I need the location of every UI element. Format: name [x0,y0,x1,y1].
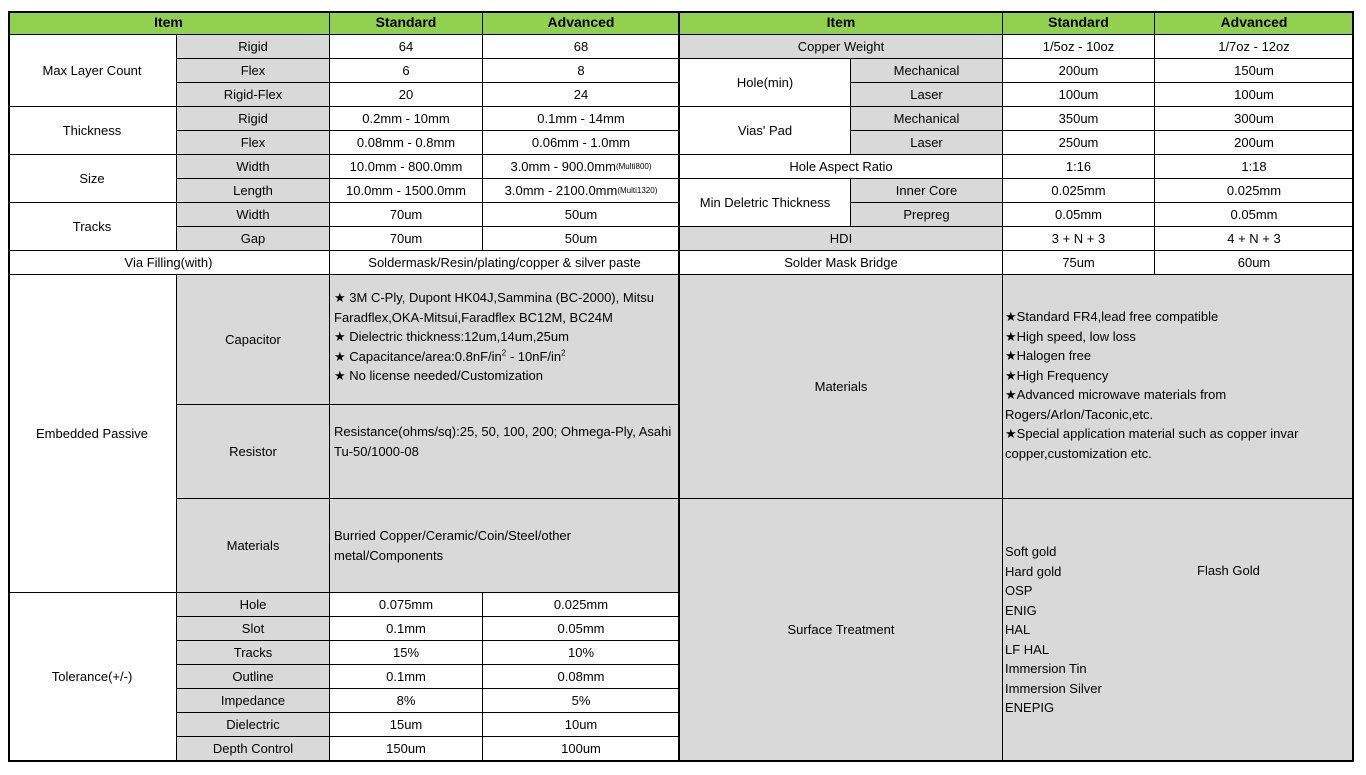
vias-pad-sub: Laser [851,131,1003,155]
tracks-standard: 70um [330,203,483,227]
hdi-advanced: 4 + N + 3 [1155,227,1354,251]
table-divider [678,11,680,762]
thickness-label: Thickness [8,107,177,155]
materials-line [1005,366,1349,386]
hole-aspect-ratio-standard: 1:16 [1003,155,1155,179]
advanced-value: 3.0mm - 900.0mm [510,158,616,174]
surface-treatment-item: Soft gold [1005,544,1057,559]
size-advanced [483,155,680,179]
capacitor-text: No license needed/Customization [349,368,543,383]
tolerance-sub: Hole [177,593,330,617]
star-icon [334,368,349,383]
resistor-sub: Resistor [177,405,330,499]
solder-mask-bridge-label: Solder Mask Bridge [680,251,1003,275]
tolerance-standard: 150um [330,737,483,762]
thickness-standard: 0.08mm - 0.8mm [330,131,483,155]
max-layer-count-advanced: 24 [483,83,680,107]
header-item-right: Item [680,11,1003,35]
capacitor-line [334,288,675,308]
surface-treatment-label: Surface Treatment [680,499,1003,762]
header-item-left: Item [8,11,330,35]
hole-min-standard: 100um [1003,83,1155,107]
superscript: 2 [501,348,507,358]
materials-line [1005,307,1349,327]
size-label: Size [8,155,177,203]
capacitor-details [330,275,680,405]
hole-min-advanced: 100um [1155,83,1354,107]
capacitor-sub: Capacitor [177,275,330,405]
materials-line [1005,405,1349,425]
via-filling-value: Soldermask/Resin/plating/copper & silver paste [330,251,680,275]
surface-treatment-item: ENEPIG [1005,700,1055,715]
tracks-sub: Gap [177,227,330,251]
materials-text: High speed, low loss [1016,328,1136,344]
thickness-advanced: 0.1mm - 14mm [483,107,680,131]
max-layer-count-sub: Rigid [177,35,330,59]
min-deletric-thickness-sub: Inner Core [851,179,1003,203]
star-icon [334,349,349,364]
hole-min-sub: Laser [851,83,1003,107]
materials-line [1005,424,1349,444]
min-deletric-thickness-advanced: 0.025mm [1155,179,1354,203]
tracks-advanced: 50um [483,203,680,227]
hole-min-advanced: 150um [1155,59,1354,83]
max-layer-count-advanced: 8 [483,59,680,83]
tolerance-label: Tolerance(+/-) [8,593,177,762]
materials-text: Halogen free [1016,348,1092,363]
hole-min-standard: 200um [1003,59,1155,83]
hole-min-sub: Mechanical [851,59,1003,83]
solder-mask-bridge-standard: 75um [1003,251,1155,275]
capacitor-line [334,327,675,347]
materials-label: Materials [680,275,1003,499]
header-advanced-right: Advanced [1155,11,1354,35]
max-layer-count-standard: 20 [330,83,483,107]
thickness-sub: Rigid [177,107,330,131]
tracks-standard: 70um [330,227,483,251]
resistor-line: Tu-50/1000-08 [334,443,419,459]
superscript: 2 [561,348,566,358]
max-layer-count-standard: 6 [330,59,483,83]
tracks-label: Tracks [8,203,177,251]
flash-gold-note: Flash Gold [1197,563,1260,578]
tolerance-sub: Slot [177,617,330,641]
max-layer-count-sub: Flex [177,59,330,83]
star-icon [1005,426,1017,441]
header-standard-left: Standard [330,11,483,35]
vias-pad-sub: Mechanical [851,107,1003,131]
materials-line [1005,444,1349,464]
advanced-value: 3.0mm - 2100.0mm [504,182,618,198]
star-icon [334,290,349,305]
surface-treatment-list [1003,499,1354,762]
star-icon [1005,348,1017,363]
capacitor-line [334,347,675,367]
advanced-note: (Multi1320) [617,185,658,195]
copper-weight-label: Copper Weight [680,35,1003,59]
thickness-advanced: 0.06mm - 1.0mm [483,131,680,155]
tolerance-advanced: 100um [483,737,680,762]
ep-materials-sub: Materials [177,499,330,593]
tolerance-sub: Dielectric [177,713,330,737]
size-standard: 10.0mm - 1500.0mm [330,179,483,203]
tolerance-standard: 0.075mm [330,593,483,617]
capacitor-text: 3M C-Ply, Dupont HK04J,Sammina (BC-2000), Mitsu [349,290,654,305]
star-icon [1005,387,1017,402]
hole-aspect-ratio-label: Hole Aspect Ratio [680,155,1003,179]
vias-pad-standard: 250um [1003,131,1155,155]
capacitor-line [334,366,675,386]
tolerance-advanced: 0.08mm [483,665,680,689]
thickness-standard: 0.2mm - 10mm [330,107,483,131]
tolerance-sub: Outline [177,665,330,689]
surface-treatment-item: Immersion Silver [1005,680,1102,696]
min-deletric-thickness-sub: Prepreg [851,203,1003,227]
header-advanced-left: Advanced [483,11,680,35]
materials-line [1005,346,1349,366]
vias-pad-advanced: 300um [1155,107,1354,131]
star-icon [1005,368,1017,383]
tolerance-standard: 8% [330,689,483,713]
star-icon [1005,329,1017,344]
min-deletric-thickness-advanced: 0.05mm [1155,203,1354,227]
tolerance-advanced: 0.05mm [483,617,680,641]
hdi-standard: 3 + N + 3 [1003,227,1155,251]
tolerance-sub: Tracks [177,641,330,665]
hdi-label: HDI [680,227,1003,251]
header-standard-right: Standard [1003,11,1155,35]
thickness-sub: Flex [177,131,330,155]
surface-treatment-item: Immersion Tin [1005,661,1087,676]
hole-aspect-ratio-advanced: 1:18 [1155,155,1354,179]
tolerance-standard: 0.1mm [330,665,483,689]
surface-treatment-item: Hard gold [1005,563,1062,579]
via-filling-label: Via Filling(with) [8,251,330,275]
vias-pad-advanced: 200um [1155,131,1354,155]
surface-treatment-item: ENIG [1005,602,1037,618]
capacitor-text: Dielectric thickness:12um,14um,25um [349,329,569,344]
max-layer-count-label: Max Layer Count [8,35,177,107]
star-icon [1005,309,1017,324]
ep-materials-line: metal/Components [334,547,444,563]
materials-line [1005,327,1349,347]
surface-treatment-item: LF HAL [1005,641,1050,657]
max-layer-count-sub: Rigid-Flex [177,83,330,107]
resistor-details [330,405,680,499]
tolerance-standard: 15um [330,713,483,737]
capacitor-text: Faradflex,OKA-Mitsui,Faradflex BC12M, BC24M [334,309,613,325]
hole-min-label: Hole(min) [680,59,851,107]
vias-pad-standard: 350um [1003,107,1155,131]
max-layer-count-advanced: 68 [483,35,680,59]
advanced-note: (Multi800) [615,161,652,171]
materials-text: Advanced microwave materials from [1016,387,1227,402]
tolerance-sub: Impedance [177,689,330,713]
ep-materials-line: Burried Copper/Ceramic/Coin/Steel/other [334,528,571,543]
min-deletric-thickness-standard: 0.025mm [1003,179,1155,203]
capacitor-line [334,308,675,328]
tolerance-sub: Depth Control [177,737,330,762]
spec-table [8,11,1354,762]
tolerance-advanced: 10um [483,713,680,737]
star-icon [334,329,349,344]
size-advanced [483,179,680,203]
materials-text: Rogers/Arlon/Taconic,etc. [1005,406,1154,422]
copper-weight-standard: 1/5oz - 10oz [1003,35,1155,59]
min-deletric-thickness-label: Min Deletric Thickness [680,179,851,227]
materials-text: Standard FR4,lead free compatible [1016,309,1219,324]
solder-mask-bridge-advanced: 60um [1155,251,1354,275]
tracks-advanced: 50um [483,227,680,251]
tolerance-standard: 15% [330,641,483,665]
tolerance-advanced: 5% [483,689,680,713]
vias-pad-label: Vias' Pad [680,107,851,155]
tolerance-advanced: 0.025mm [483,593,680,617]
ep-materials-details [330,499,680,593]
capacitor-text: Capacitance/area:0.8nF/in [349,348,502,364]
size-sub: Length [177,179,330,203]
embedded-passive-label: Embedded Passive [8,275,177,593]
size-standard: 10.0mm - 800.0mm [330,155,483,179]
materials-line [1005,385,1349,405]
materials-text: Special application material such as copper invar [1016,426,1299,441]
materials-details [1003,275,1354,499]
materials-text: copper,customization etc. [1005,445,1152,461]
max-layer-count-standard: 64 [330,35,483,59]
tracks-sub: Width [177,203,330,227]
materials-text: High Frequency [1016,367,1109,383]
surface-treatment-item: OSP [1005,583,1033,598]
size-sub: Width [177,155,330,179]
capacitor-text: - 10nF/in [506,348,562,364]
surface-treatment-item: HAL [1005,622,1031,637]
tolerance-advanced: 10% [483,641,680,665]
tolerance-standard: 0.1mm [330,617,483,641]
resistor-line: Resistance(ohms/sq):25, 50, 100, 200; Ohmega-Ply, Asahi [334,424,672,439]
copper-weight-advanced: 1/7oz - 12oz [1155,35,1354,59]
min-deletric-thickness-standard: 0.05mm [1003,203,1155,227]
